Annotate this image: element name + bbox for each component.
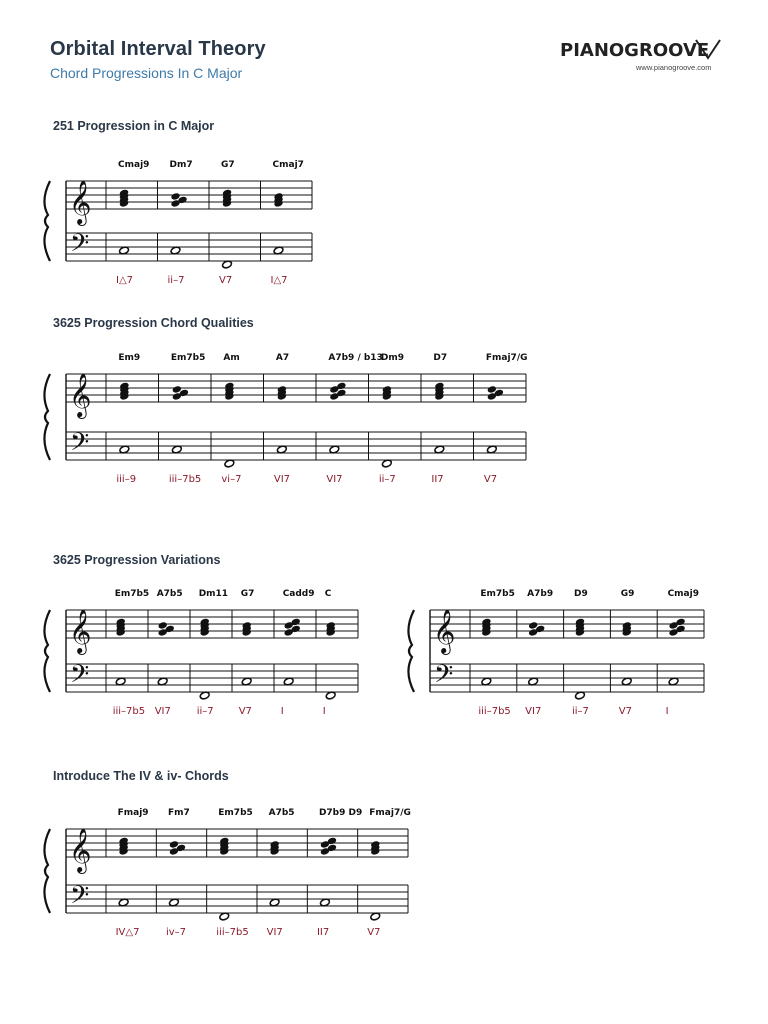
staff-brace	[44, 374, 50, 460]
bass-clef-icon: 𝄢	[70, 660, 90, 695]
roman-numeral: I	[665, 706, 669, 717]
bass-clef-icon: 𝄢	[70, 881, 90, 916]
sheet-251	[36, 145, 326, 290]
roman-numeral: V7	[238, 706, 252, 717]
logo-wordmark	[560, 36, 730, 62]
chord-symbol: A7b9	[527, 589, 554, 599]
staff-brace	[44, 829, 50, 913]
chord-symbol: G7	[221, 160, 235, 170]
chord-symbol: Fmaj7/G	[369, 808, 411, 818]
roman-numeral: I	[280, 706, 284, 717]
chord-symbol: Am	[223, 353, 240, 363]
roman-numeral: I△7	[116, 275, 134, 286]
chord-symbol: Fmaj7/G	[485, 353, 528, 363]
pianogroove-logo	[560, 36, 730, 76]
section-title-3625-variations: 3625 Progression Variations	[53, 553, 221, 567]
page-subtitle: Chord Progressions In C Major	[50, 65, 243, 81]
chord-symbol: G9	[620, 589, 635, 599]
treble-clef-icon: 𝄞	[69, 180, 92, 224]
chord-symbol: Dm11	[198, 589, 229, 599]
chord-symbol: Cadd9	[282, 589, 315, 599]
roman-numeral: V7	[367, 927, 381, 938]
roman-numeral: iv–7	[165, 927, 187, 938]
section-title-iv-chords: Introduce The IV & iv- Chords	[53, 769, 229, 783]
chord-symbol: Em7b5	[114, 589, 150, 599]
logo-name: PIANOGROOVE	[560, 40, 710, 61]
page-header	[50, 38, 266, 81]
roman-numeral: ii–7	[196, 706, 214, 717]
chord-symbol: Em7b5	[170, 353, 206, 363]
chord-symbol: Cmaj9	[118, 160, 150, 170]
roman-numeral: IV△7	[115, 927, 140, 938]
roman-numeral: iii–7b5	[112, 706, 146, 717]
page-title: Orbital Interval Theory	[50, 38, 266, 60]
roman-numeral: iii–7b5	[478, 706, 511, 717]
roman-numeral: VI7	[326, 474, 343, 485]
section-title-251: 251 Progression in C Major	[53, 119, 215, 133]
section-title-3625-qualities: 3625 Progression Chord Qualities	[53, 316, 254, 330]
chord-symbol: A7b9 / b13	[328, 353, 383, 363]
chord-symbol: A7b5	[268, 808, 295, 818]
bass-clef-icon: 𝄢	[434, 660, 454, 695]
chord-symbol: Fm7	[167, 808, 190, 818]
roman-numeral: I△7	[270, 275, 288, 286]
chord-symbol: Cmaj7	[272, 160, 304, 170]
roman-numeral: II7	[316, 927, 330, 938]
chord-symbol: Fmaj9	[117, 808, 149, 818]
treble-clef-icon: 𝄞	[69, 373, 92, 417]
roman-numeral: iii–7b5	[216, 927, 249, 938]
roman-numeral: VI7	[525, 706, 542, 717]
staff-brace	[44, 181, 50, 261]
roman-numeral: I	[322, 706, 326, 717]
sheet-3625-variations-b	[400, 578, 718, 728]
logo-url: www.pianogroove.com	[636, 63, 712, 72]
roman-numeral: V7	[618, 706, 632, 717]
chord-symbol: C	[324, 589, 332, 599]
chord-symbol: G7	[240, 589, 255, 599]
roman-numeral: iii–7b5	[168, 474, 202, 485]
chord-symbol: Cmaj9	[667, 589, 699, 599]
staff-brace	[408, 610, 414, 692]
chord-symbol: Em9	[118, 353, 141, 363]
roman-numeral: ii–7	[571, 706, 589, 717]
roman-numeral: V7	[219, 275, 233, 286]
sheet-iv-chords	[36, 795, 422, 947]
bass-clef-icon: 𝄢	[70, 229, 90, 264]
chord-symbol: A7b5	[156, 589, 183, 599]
chord-symbol: Dm9	[380, 353, 404, 363]
roman-numeral: V7	[483, 474, 498, 485]
chord-symbol: A7	[275, 353, 290, 363]
treble-clef-icon: 𝄞	[433, 609, 456, 653]
chord-symbol: D9	[573, 589, 588, 599]
sheet-3625-qualities	[36, 340, 540, 500]
staff-brace	[44, 610, 50, 692]
treble-clef-icon: 𝄞	[69, 609, 92, 653]
roman-numeral: II7	[431, 474, 444, 485]
chord-symbol: Em7b5	[480, 589, 515, 599]
roman-numeral: iii–9	[116, 474, 137, 485]
chord-symbol: D7b9 D9	[318, 808, 363, 818]
roman-numeral: ii–7	[378, 474, 396, 485]
treble-clef-icon: 𝄞	[69, 828, 92, 872]
roman-numeral: VI7	[273, 474, 291, 485]
sheet-3625-variations-a	[36, 578, 372, 728]
roman-numeral: VI7	[266, 927, 283, 938]
roman-numeral: ii–7	[167, 275, 185, 286]
chord-symbol: Em7b5	[218, 808, 253, 818]
chord-symbol: Dm7	[169, 160, 193, 170]
roman-numeral: vi–7	[221, 474, 242, 485]
chord-symbol: D7	[433, 353, 448, 363]
roman-numeral: VI7	[154, 706, 171, 717]
bass-clef-icon: 𝄢	[70, 428, 90, 463]
